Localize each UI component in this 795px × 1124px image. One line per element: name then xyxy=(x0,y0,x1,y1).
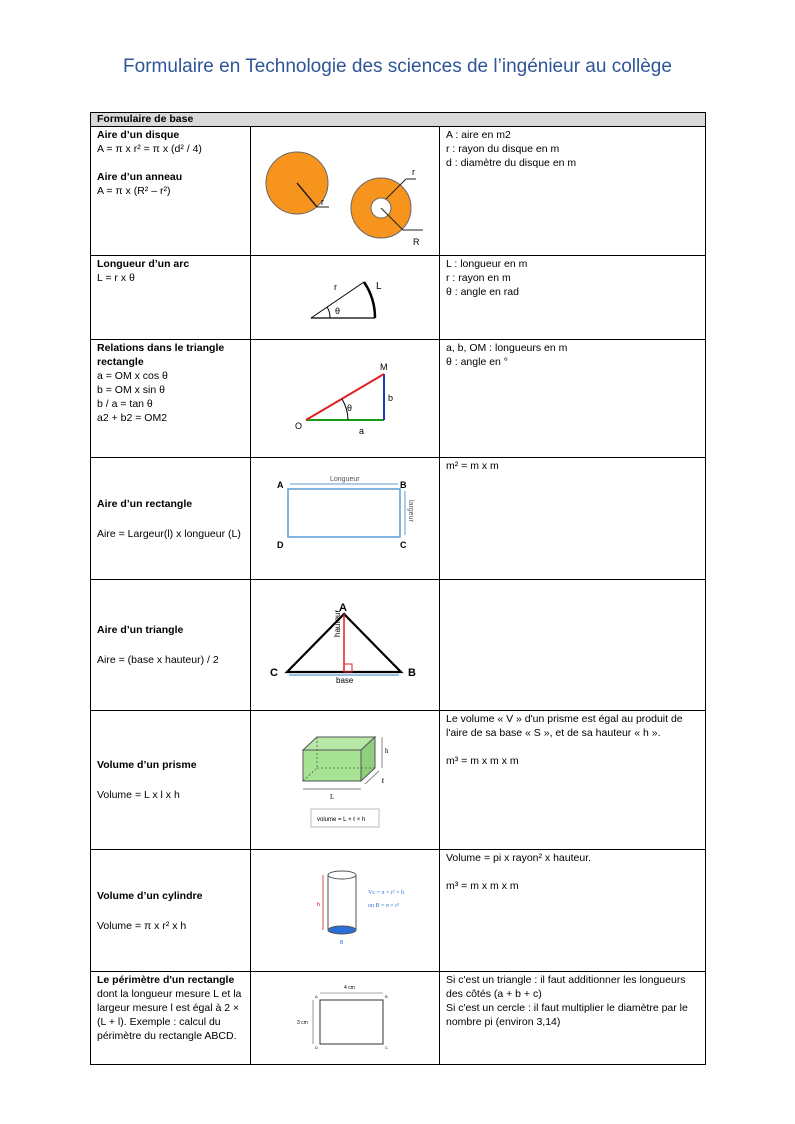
note: Si c'est un triangle : il faut additionner les longueurs des côtés (a + b + c) xyxy=(446,974,686,1000)
row-formula: A = π x r² = π x (d² / 4) xyxy=(97,143,202,155)
section-title: Formulaire de base xyxy=(91,113,706,127)
note: θ : angle en rad xyxy=(446,286,519,298)
row-disque xyxy=(91,127,706,256)
row-arc xyxy=(91,256,706,340)
row-title: Relations dans le triangle rectangle xyxy=(97,342,225,368)
point-m-label: M xyxy=(380,362,388,372)
right-triangle-figure xyxy=(251,340,440,456)
corner-a-label: A xyxy=(277,480,284,490)
row-formula-2: A = π x (R² – r²) xyxy=(97,185,171,197)
row-triangle-rectangle xyxy=(91,340,706,458)
prism-l-label: ℓ xyxy=(381,777,385,785)
row-title: Longueur d’un arc xyxy=(97,258,190,270)
page-title: Formulaire en Technologie des sciences de l’ingénieur au collège xyxy=(123,56,672,77)
row-line: a2 + b2 = OM2 xyxy=(97,412,168,424)
vertex-b-label: B xyxy=(408,667,416,679)
cylinder-equation-1: Vc = π × r² × h xyxy=(368,890,404,896)
note: L : longueur en m xyxy=(446,258,528,270)
row-title: Volume d’un cylindre xyxy=(97,889,203,902)
perimeter-b-label: B xyxy=(385,994,388,999)
point-o-label: O xyxy=(295,421,303,431)
arc-length-label: L xyxy=(376,281,382,292)
largeur-label: largeur xyxy=(407,500,414,522)
row-line: b / a = tan θ xyxy=(97,398,153,410)
arc-figure xyxy=(251,256,440,338)
triangle-figure xyxy=(251,580,440,709)
vertex-a-label: A xyxy=(339,602,347,614)
vertex-c-label: C xyxy=(270,667,278,679)
perimeter-d-label: D xyxy=(315,1045,318,1050)
row-line: a = OM x cos θ xyxy=(97,370,168,382)
note: A : aire en m2 xyxy=(446,129,511,141)
corner-c-label: C xyxy=(400,540,407,550)
section-header-row xyxy=(91,113,706,127)
perimeter-width-label: 3 cm xyxy=(297,1020,308,1026)
longueur-label: Longueur xyxy=(330,476,360,483)
row-title: Volume d’un prisme xyxy=(97,759,197,771)
row-formula: L = r x θ xyxy=(97,272,135,284)
prism-caption: volume = L × ℓ × h xyxy=(317,817,366,823)
note: m³ = m x m x m xyxy=(446,880,519,892)
row-cylindre xyxy=(91,850,706,972)
row-prisme xyxy=(91,711,706,850)
note: Volume = pi x rayon² x hauteur. xyxy=(446,852,592,864)
row-title: Aire d’un triangle xyxy=(97,624,184,636)
row-perimetre xyxy=(91,972,706,1065)
row-formula: Aire = (base x hauteur) / 2 xyxy=(97,654,219,666)
note: d : diamètre du disque en m xyxy=(446,157,577,169)
cylinder-h-label: h xyxy=(317,902,320,908)
row-title-2: Aire d’un anneau xyxy=(97,171,183,183)
row-title: Aire d’un rectangle xyxy=(97,497,193,510)
row-rectangle xyxy=(91,458,706,580)
perimeter-figure xyxy=(251,972,440,1063)
base-label: base xyxy=(336,676,354,685)
row-line: b = OM x sin θ xyxy=(97,384,165,396)
ring-inner-label: r xyxy=(412,167,415,177)
note: Le volume « V » d'un prisme est égal au produit de l'aire de sa base « S », et de sa hauteur « h ». xyxy=(446,713,683,739)
perimeter-a-label: A xyxy=(315,994,318,999)
row-formula: Volume = L x l x h xyxy=(97,789,180,801)
row-triangle xyxy=(91,580,706,711)
row-title: Aire d’un disque xyxy=(97,129,180,141)
triangle-theta-label: θ xyxy=(347,403,353,413)
note: m³ = m x m x m xyxy=(446,755,519,767)
arc-theta-label: θ xyxy=(335,306,341,316)
row-formula: Aire = Largeur(l) x longueur (L) xyxy=(97,527,241,540)
perimeter-length-label: 4 cm xyxy=(344,985,355,991)
arc-radius-label: r xyxy=(334,282,337,292)
hauteur-label: hauteur xyxy=(333,609,342,637)
formula-table xyxy=(90,112,706,1065)
note: θ : angle en ° xyxy=(446,356,508,368)
side-b-label: b xyxy=(388,393,394,403)
note: r : rayon en m xyxy=(446,272,511,284)
prism-h-label: h xyxy=(385,747,389,755)
disc-radius-label: r xyxy=(321,197,324,207)
note: Si c'est un cercle : il faut multiplier le diamètre par le nombre pi (environ 3,14) xyxy=(446,1002,688,1028)
corner-d-label: D xyxy=(277,540,284,550)
cylinder-b-label: B xyxy=(340,940,344,946)
row-title: Le périmètre d'un rectangle xyxy=(97,974,235,986)
prism-figure xyxy=(251,711,440,848)
prism-length-label: L xyxy=(330,793,335,801)
side-a-label: a xyxy=(359,426,365,436)
ring-outer-label: R xyxy=(413,237,420,247)
row-formula: Volume = π x r² x h xyxy=(97,919,187,932)
rectangle-figure xyxy=(251,458,440,578)
perimeter-c-label: C xyxy=(385,1045,388,1050)
row-text: dont la longueur mesure L et la largeur mesure l est égal à 2 × (L + l). Exemple : calcul du périmètre du rectangle ABCD. xyxy=(97,988,242,1042)
disc-ring-figure xyxy=(251,127,440,254)
cylinder-figure xyxy=(251,850,440,970)
note: a, b, OM : longueurs en m xyxy=(446,342,568,354)
cylinder-equation-2: ou B = π × r² xyxy=(368,903,400,909)
corner-b-label: B xyxy=(400,480,407,490)
note: r : rayon du disque en m xyxy=(446,143,560,155)
note: m² = m x m xyxy=(446,460,499,472)
